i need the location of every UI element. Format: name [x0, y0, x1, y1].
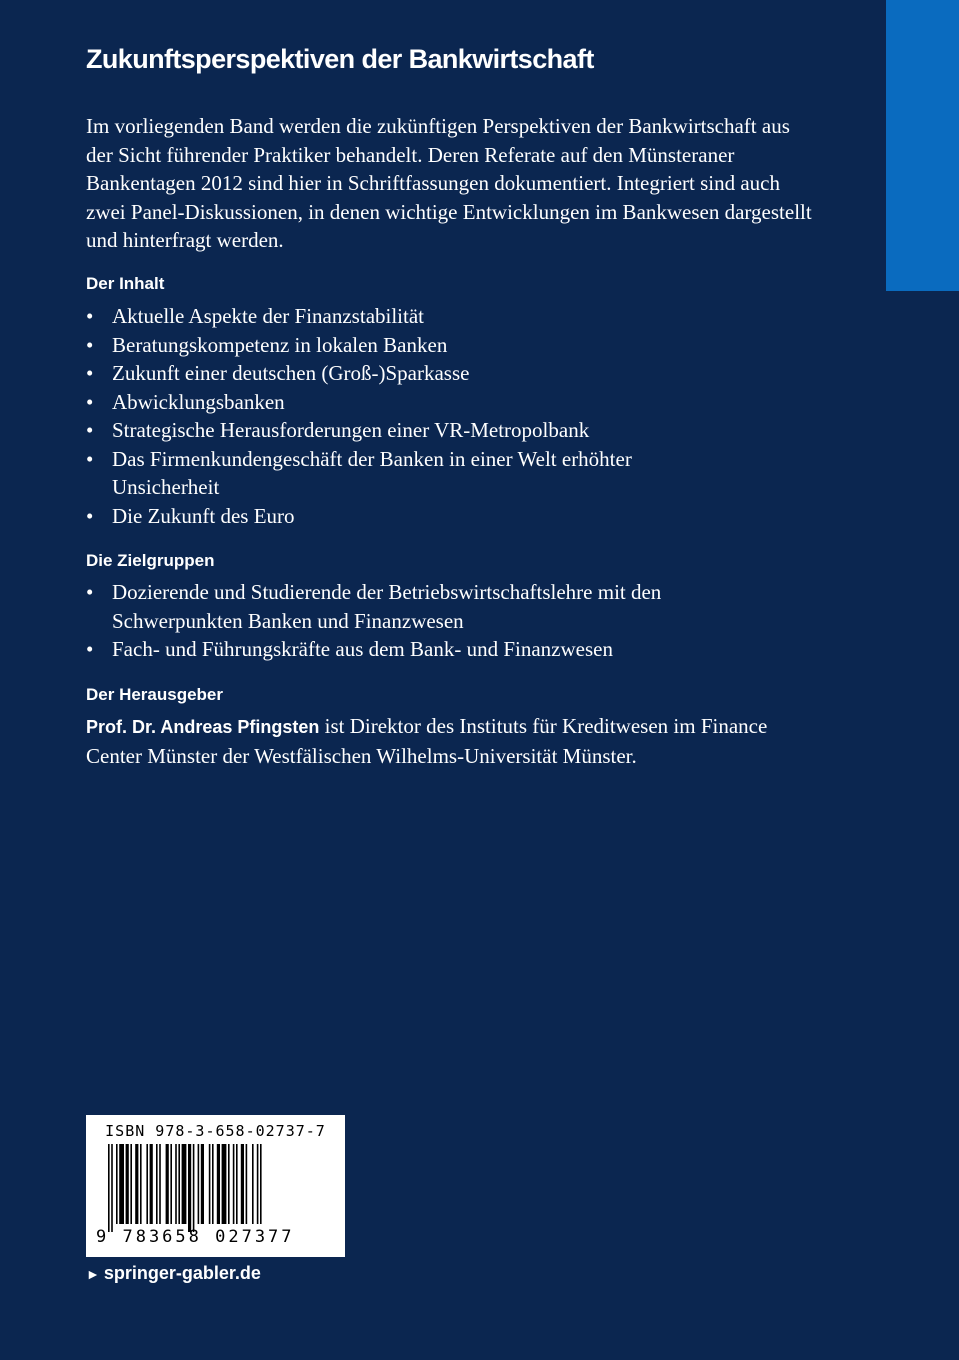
barcode-bar [257, 1144, 259, 1224]
barcode-bar [236, 1144, 238, 1224]
barcode-bar [222, 1144, 227, 1224]
barcode-bar [201, 1144, 204, 1224]
list-item: • Strategische Herausforderungen einer VR-Metropolbank [86, 416, 826, 445]
publisher-url[interactable]: ► springer-gabler.de [86, 1263, 261, 1283]
bullet-icon: • [86, 418, 94, 442]
barcode-bar [156, 1144, 158, 1224]
bullet-icon: • [86, 503, 94, 528]
barcode-bar [140, 1144, 142, 1224]
editor-heading: Der Herausgeber [86, 685, 224, 704]
barcode-bar [166, 1144, 169, 1224]
barcode-bar [175, 1144, 177, 1224]
barcode-bar [178, 1144, 180, 1224]
audience-heading: Die Zielgruppen [86, 551, 215, 570]
list-item: • Zukunft einer deutschen (Groß-)Sparkasse [86, 359, 826, 388]
barcode-bar [193, 1144, 195, 1232]
barcode-bar [246, 1144, 248, 1224]
editor-name: Prof. Dr. Andreas Pfingsten [86, 717, 320, 737]
bullet-icon: • [86, 637, 94, 661]
bullet-icon: • [86, 361, 94, 385]
list-item: • Abwicklungsbanken [86, 388, 826, 417]
barcode-bar [159, 1144, 161, 1224]
barcode-bar [170, 1144, 172, 1224]
arrow-icon: ► [86, 1266, 100, 1282]
ean-digits: 9 783658 027377 [96, 1227, 295, 1247]
barcode [86, 1115, 345, 1257]
barcode-bar [126, 1144, 129, 1224]
barcode-bar [252, 1144, 254, 1224]
contents-list [86, 302, 826, 530]
audience-list [86, 578, 826, 664]
barcode-bar [241, 1144, 244, 1224]
contents-heading: Der Inhalt [86, 274, 165, 293]
bullet-icon: • [86, 304, 94, 328]
list-item: • Aktuelle Aspekte der Finanzstabilität [86, 302, 826, 331]
isbn-text: ISBN 978-3-658-02737-7 [105, 1122, 326, 1140]
barcode-bar [108, 1144, 110, 1232]
intro-paragraph: Im vorliegenden Band werden die zukünftigen Perspektiven der Bankwirtschaft aus der Sicht führender Praktiker behandelt. Deren Referate auf den Münsteraner Bankentagen 2012 sind hier in Schriftfassungen dokumentiert. Integriert sind auch zwei Panel-Diskussionen, in denen wichtige Entwicklungen im Bankwesen dargestellt und hinterfragt werden. [86, 114, 812, 252]
book-title: Zukunftsperspektiven der Bankwirtschaft [86, 44, 594, 74]
list-item: • Fach- und Führungskräfte aus dem Bank- und Finanzwesen [86, 635, 826, 664]
barcode-bar [233, 1144, 235, 1224]
barcode-bars [108, 1144, 323, 1232]
barcode-bar [130, 1144, 132, 1224]
bullet-icon: • [86, 580, 94, 604]
barcode-bar [182, 1144, 187, 1224]
barcode-bar [135, 1144, 138, 1224]
bullet-icon: • [86, 389, 94, 414]
barcode-bar [198, 1144, 200, 1224]
barcode-bar [111, 1144, 113, 1232]
editor-paragraph [86, 712, 826, 770]
editor-text: ist Direktor des Instituts für Kreditwesen im Finance Center Münster der Westfälischen Wilhelms-Universität Münster. [86, 714, 768, 768]
barcode-bar [146, 1144, 148, 1224]
bullet-icon: • [86, 446, 94, 471]
barcode-bar [217, 1144, 220, 1224]
barcode-bar [209, 1144, 211, 1224]
list-item: • Dozierende und Studierende der Betriebswirtschaftslehre mit den Schwerpunkten Banken und Finanzwesen [86, 580, 662, 633]
barcode-bar [116, 1144, 118, 1224]
barcode-bar [188, 1144, 191, 1232]
bullet-icon: • [86, 332, 94, 357]
color-tab [886, 0, 959, 291]
barcode-bar [260, 1144, 262, 1224]
barcode-bar [119, 1144, 124, 1224]
barcode-bar [150, 1144, 153, 1224]
list-item: • Das Firmenkundengeschäft der Banken in einer Welt erhöhter Unsicherheit [86, 446, 632, 499]
list-item: • Beratungskompetenz in lokalen Banken [86, 331, 826, 360]
list-item: • Die Zukunft des Euro [86, 502, 826, 531]
barcode-bar [228, 1144, 230, 1224]
barcode-bar [212, 1144, 214, 1224]
